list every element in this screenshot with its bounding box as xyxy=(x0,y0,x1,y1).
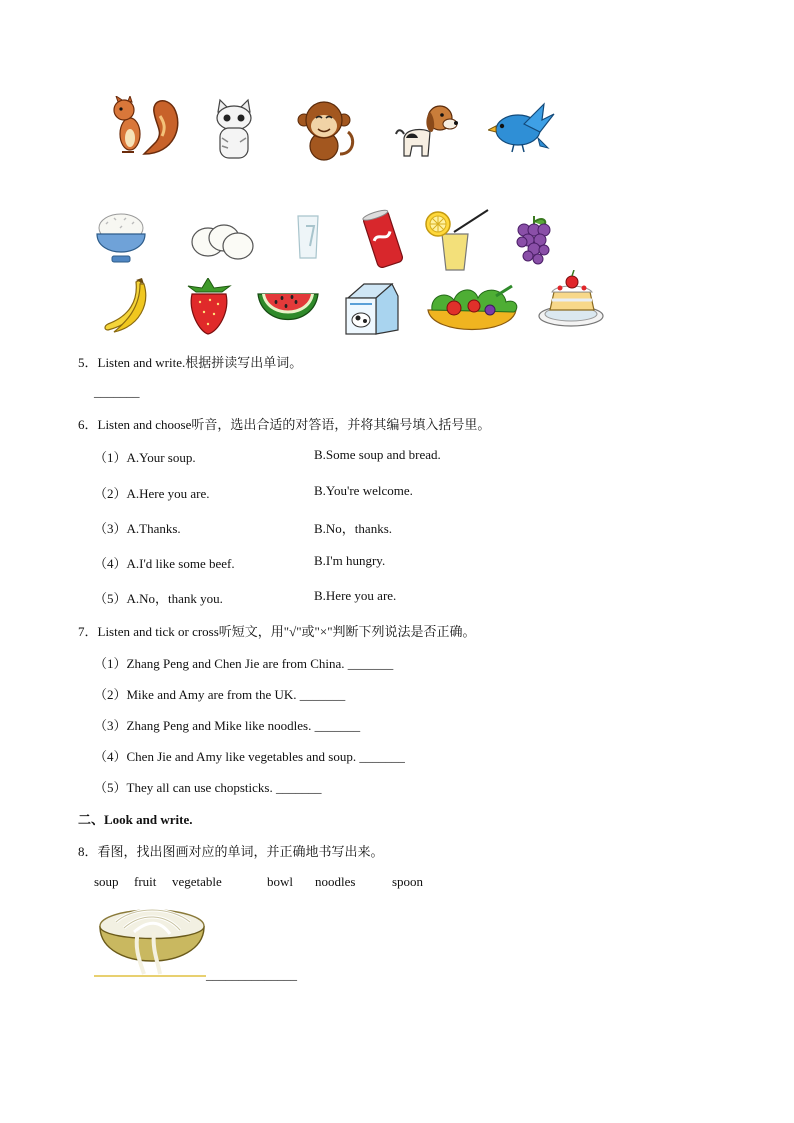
cake-icon xyxy=(536,270,606,330)
word-bank-item: fruit xyxy=(134,874,157,889)
dog-icon xyxy=(394,98,458,162)
cat-icon xyxy=(210,98,258,162)
eggs-icon xyxy=(190,220,256,262)
q6-option-a[interactable]: （5）A.No，thank you. xyxy=(94,591,223,606)
squirrel-icon xyxy=(104,96,184,158)
q7-statement[interactable]: （3）Zhang Peng and Mike like noodles. _______ xyxy=(94,718,361,733)
q6-title: 6．Listen and choose听音，选出合适的对答语，并将其编号填入括号里。 xyxy=(78,417,491,432)
glass-icon xyxy=(290,212,326,262)
cola-can-icon xyxy=(358,208,408,270)
watermelon-icon xyxy=(256,288,320,334)
lemonade-icon xyxy=(424,206,490,272)
q7-statement[interactable]: （1）Zhang Peng and Chen Jie are from China. _______ xyxy=(94,656,394,671)
q8-answer-blank[interactable]: ______________ xyxy=(206,967,297,982)
q6-option-b[interactable]: B.You're welcome. xyxy=(314,483,413,498)
q5-title: 5．Listen and write.根据拼读写出单词。 xyxy=(78,355,303,370)
word-bank-item: spoon xyxy=(392,874,424,889)
q6-option-b[interactable]: B.I'm hungry. xyxy=(314,553,386,568)
word-bank-item: soup xyxy=(94,874,119,889)
q6-option-b[interactable]: B.Some soup and bread. xyxy=(314,447,441,462)
section-heading: 二、Look and write. xyxy=(78,812,193,827)
bananas-icon xyxy=(100,278,150,334)
q7-statement[interactable]: （4）Chen Jie and Amy like vegetables and soup. _______ xyxy=(94,749,405,764)
strawberry-icon xyxy=(186,278,232,336)
q7-statement[interactable]: （2）Mike and Amy are from the UK. _______ xyxy=(94,687,346,702)
bird-icon xyxy=(488,100,558,154)
q6-option-a[interactable]: （4）A.I'd like some beef. xyxy=(94,556,235,571)
grapes-icon xyxy=(514,214,552,266)
word-bank-item: noodles xyxy=(315,874,356,889)
rice-bowl-icon xyxy=(94,208,148,266)
noodle-bowl-icon xyxy=(94,902,210,978)
salad-icon xyxy=(424,282,520,336)
q5-answer-blank[interactable]: _______ xyxy=(94,384,140,399)
q6-option-a[interactable]: （1）A.Your soup. xyxy=(94,450,196,465)
q6-option-b[interactable]: B.No，thanks. xyxy=(314,521,393,536)
milk-carton-icon xyxy=(342,280,402,336)
q7-title: 7．Listen and tick or cross听短文，用"√"或"×"判断下列说法是否正确。 xyxy=(78,624,476,639)
q7-statement[interactable]: （5）They all can use chopsticks. _______ xyxy=(94,780,322,795)
word-bank-item: vegetable xyxy=(172,874,222,889)
monkey-icon xyxy=(296,96,360,164)
q6-option-b[interactable]: B.Here you are. xyxy=(314,588,397,603)
q8-title: 8．看图，找出图画对应的单词，并正确地书写出来。 xyxy=(78,844,384,859)
q6-option-a[interactable]: （3）A.Thanks. xyxy=(94,521,181,536)
word-bank-item: bowl xyxy=(267,874,293,889)
q6-option-a[interactable]: （2）A.Here you are. xyxy=(94,486,210,501)
